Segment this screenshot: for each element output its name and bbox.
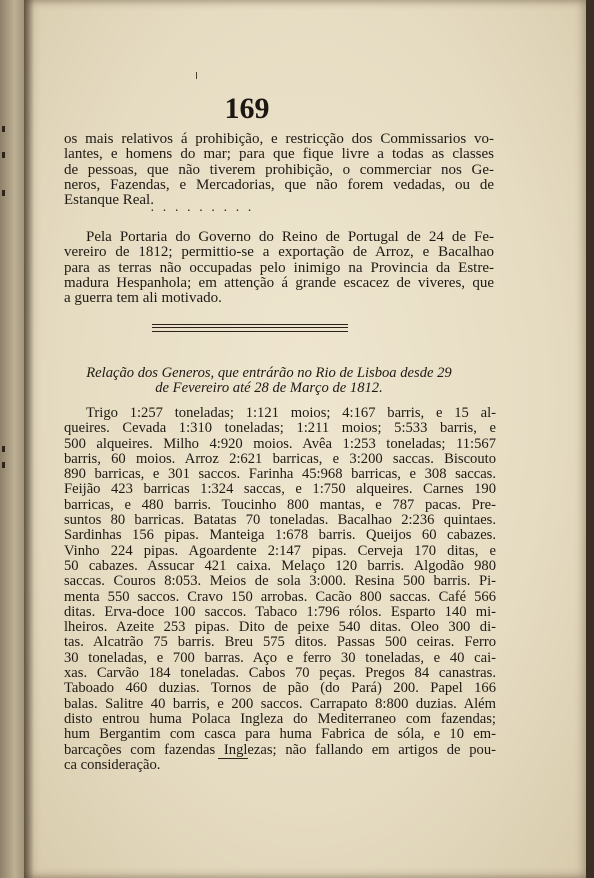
text-line: barcações com fazendas Inglezas; não fallando em artigos de pou-: [64, 741, 496, 758]
text-line: neros, Fazendas, e Mercadorias, que não forem vedadas, ou de: [64, 176, 494, 193]
text-line: tas. Alcatrão 75 barris. Breu 575 ditos. Passas 500 ceiras. Ferro: [64, 634, 496, 651]
text-line: disto entrou huma Polaca Ingleza do Mediterraneo com fazendas;: [64, 710, 496, 727]
text-line: ca consideração.: [64, 756, 161, 773]
text-line: Estanque Real.: [64, 192, 154, 209]
heading-line: Relação dos Generos, que entrárão no Rio de Lisboa desde 29: [86, 365, 452, 381]
text-line: lheiros. Azeite 253 pipas. Dito de peixe 540 ditas. Oleo 300 di-: [64, 619, 496, 636]
text-line: 30 toneladas, e 700 barras. Aço e ferro 30 toneladas, e 40 cai-: [64, 649, 496, 666]
text-line: xas. Carvão 184 toneladas. Cabos 70 peças. Pregos 84 canastras.: [64, 665, 496, 682]
heading-line: de Fevereiro até 28 de Março de 1812.: [155, 380, 383, 396]
text-line: a guerra tem ali motivado.: [64, 290, 222, 307]
page-tick-mark: [196, 72, 197, 79]
text-line: os mais relativos á prohibição, e restricção dos Commissarios vo-: [64, 131, 494, 147]
edge-mark: [2, 152, 5, 158]
text-line: para as terras não occupadas pelo inimigo na Provincia da Estre-: [64, 259, 494, 276]
text-line: ditas. Erva-doce 100 saccos. Tabaco 1:796 rólos. Esparto 140 mi-: [64, 603, 496, 620]
text-line: suntos 80 barricas. Batatas 70 toneladas. Bacalhao 2:236 quintaes.: [64, 512, 496, 529]
text-line: vereiro de 1812; permittio-se a exportação de Arroz, e Bacalhao: [64, 244, 494, 261]
text-line: Trigo 1:257 toneladas; 1:121 moios; 4:167 barris, e 15 al-: [86, 405, 496, 421]
text-line: balas. Salitre 40 barris, e 200 saccos. Carrapato 8:800 duzias. Além: [64, 695, 496, 712]
text-line: 50 cabazes. Assucar 421 caixa. Melaço 120 barris. Algodão 980: [64, 557, 496, 574]
text-line: Pela Portaria do Governo do Reino de Portugal de 24 de Fe-: [86, 229, 494, 245]
text-line: Taboado 460 duzias. Tornos de pão (do Pará) 200. Papel 166: [64, 680, 496, 697]
text-line: menta 550 saccos. Cravo 150 arrobas. Cacão 800 saccas. Café 566: [64, 588, 496, 605]
edge-mark: [2, 446, 5, 452]
adjacent-page-edge: [0, 0, 24, 878]
text-line: queires. Cevada 1:310 toneladas; 1:211 moios; 5:533 barris, e: [64, 420, 496, 437]
text-line: 890 barricas, e 301 saccos. Farinha 45:968 barricas, e 308 saccas.: [64, 466, 496, 483]
section-heading: [40, 366, 498, 396]
text-line: barris, 60 moios. Arroz 2:621 barricas, e 3:200 saccas. Biscouto: [64, 450, 496, 467]
text-line: Sardinhas 156 pipas. Manteiga 1:678 barris. Queijos 60 cabazes.: [64, 527, 496, 544]
edge-mark: [2, 190, 5, 196]
separator-dots: · · · · · · · · ·: [150, 204, 254, 219]
top-paragraph: [64, 132, 494, 208]
text-line: hum Bergantim com casca para huma Fabrica de sóla, e 10 em-: [64, 726, 496, 743]
edge-mark: [2, 126, 5, 132]
relacao-paragraph: [64, 406, 496, 773]
text-line: Feijão 423 barricas 1:324 saccas, e 1:750 alqueires. Carnes 190: [64, 481, 496, 498]
text-line: madura Hespanhola; em attenção á grande escacez de viveres, que: [64, 274, 494, 291]
section-rule: [152, 324, 348, 332]
text-line: saccas. Couros 8:053. Meios de sola 3:000. Resina 500 barris. Pi-: [64, 573, 496, 590]
edge-mark: [2, 462, 5, 468]
text-line: Vinho 224 pipas. Agoardente 2:147 pipas. Cerveja 170 ditas, e: [64, 542, 496, 559]
text-line: 500 alqueires. Milho 4:920 moios. Avêa 1:253 toneladas; 11:567: [64, 435, 496, 452]
closing-rule: [218, 758, 248, 759]
page-gutter-shadow: [24, 0, 34, 878]
text-line: de pessoas, que não tiverem prohibição, o commerciar nos Ge-: [64, 161, 494, 178]
text-line: barricas, e 480 barris. Toucinho 800 mantas, e 787 pacas. Pre-: [64, 496, 496, 513]
portaria-paragraph: [64, 230, 494, 306]
page-number: 169: [224, 92, 270, 125]
text-line: lantes, e homens do mar; para que fique livre a todas as classes: [64, 146, 494, 163]
